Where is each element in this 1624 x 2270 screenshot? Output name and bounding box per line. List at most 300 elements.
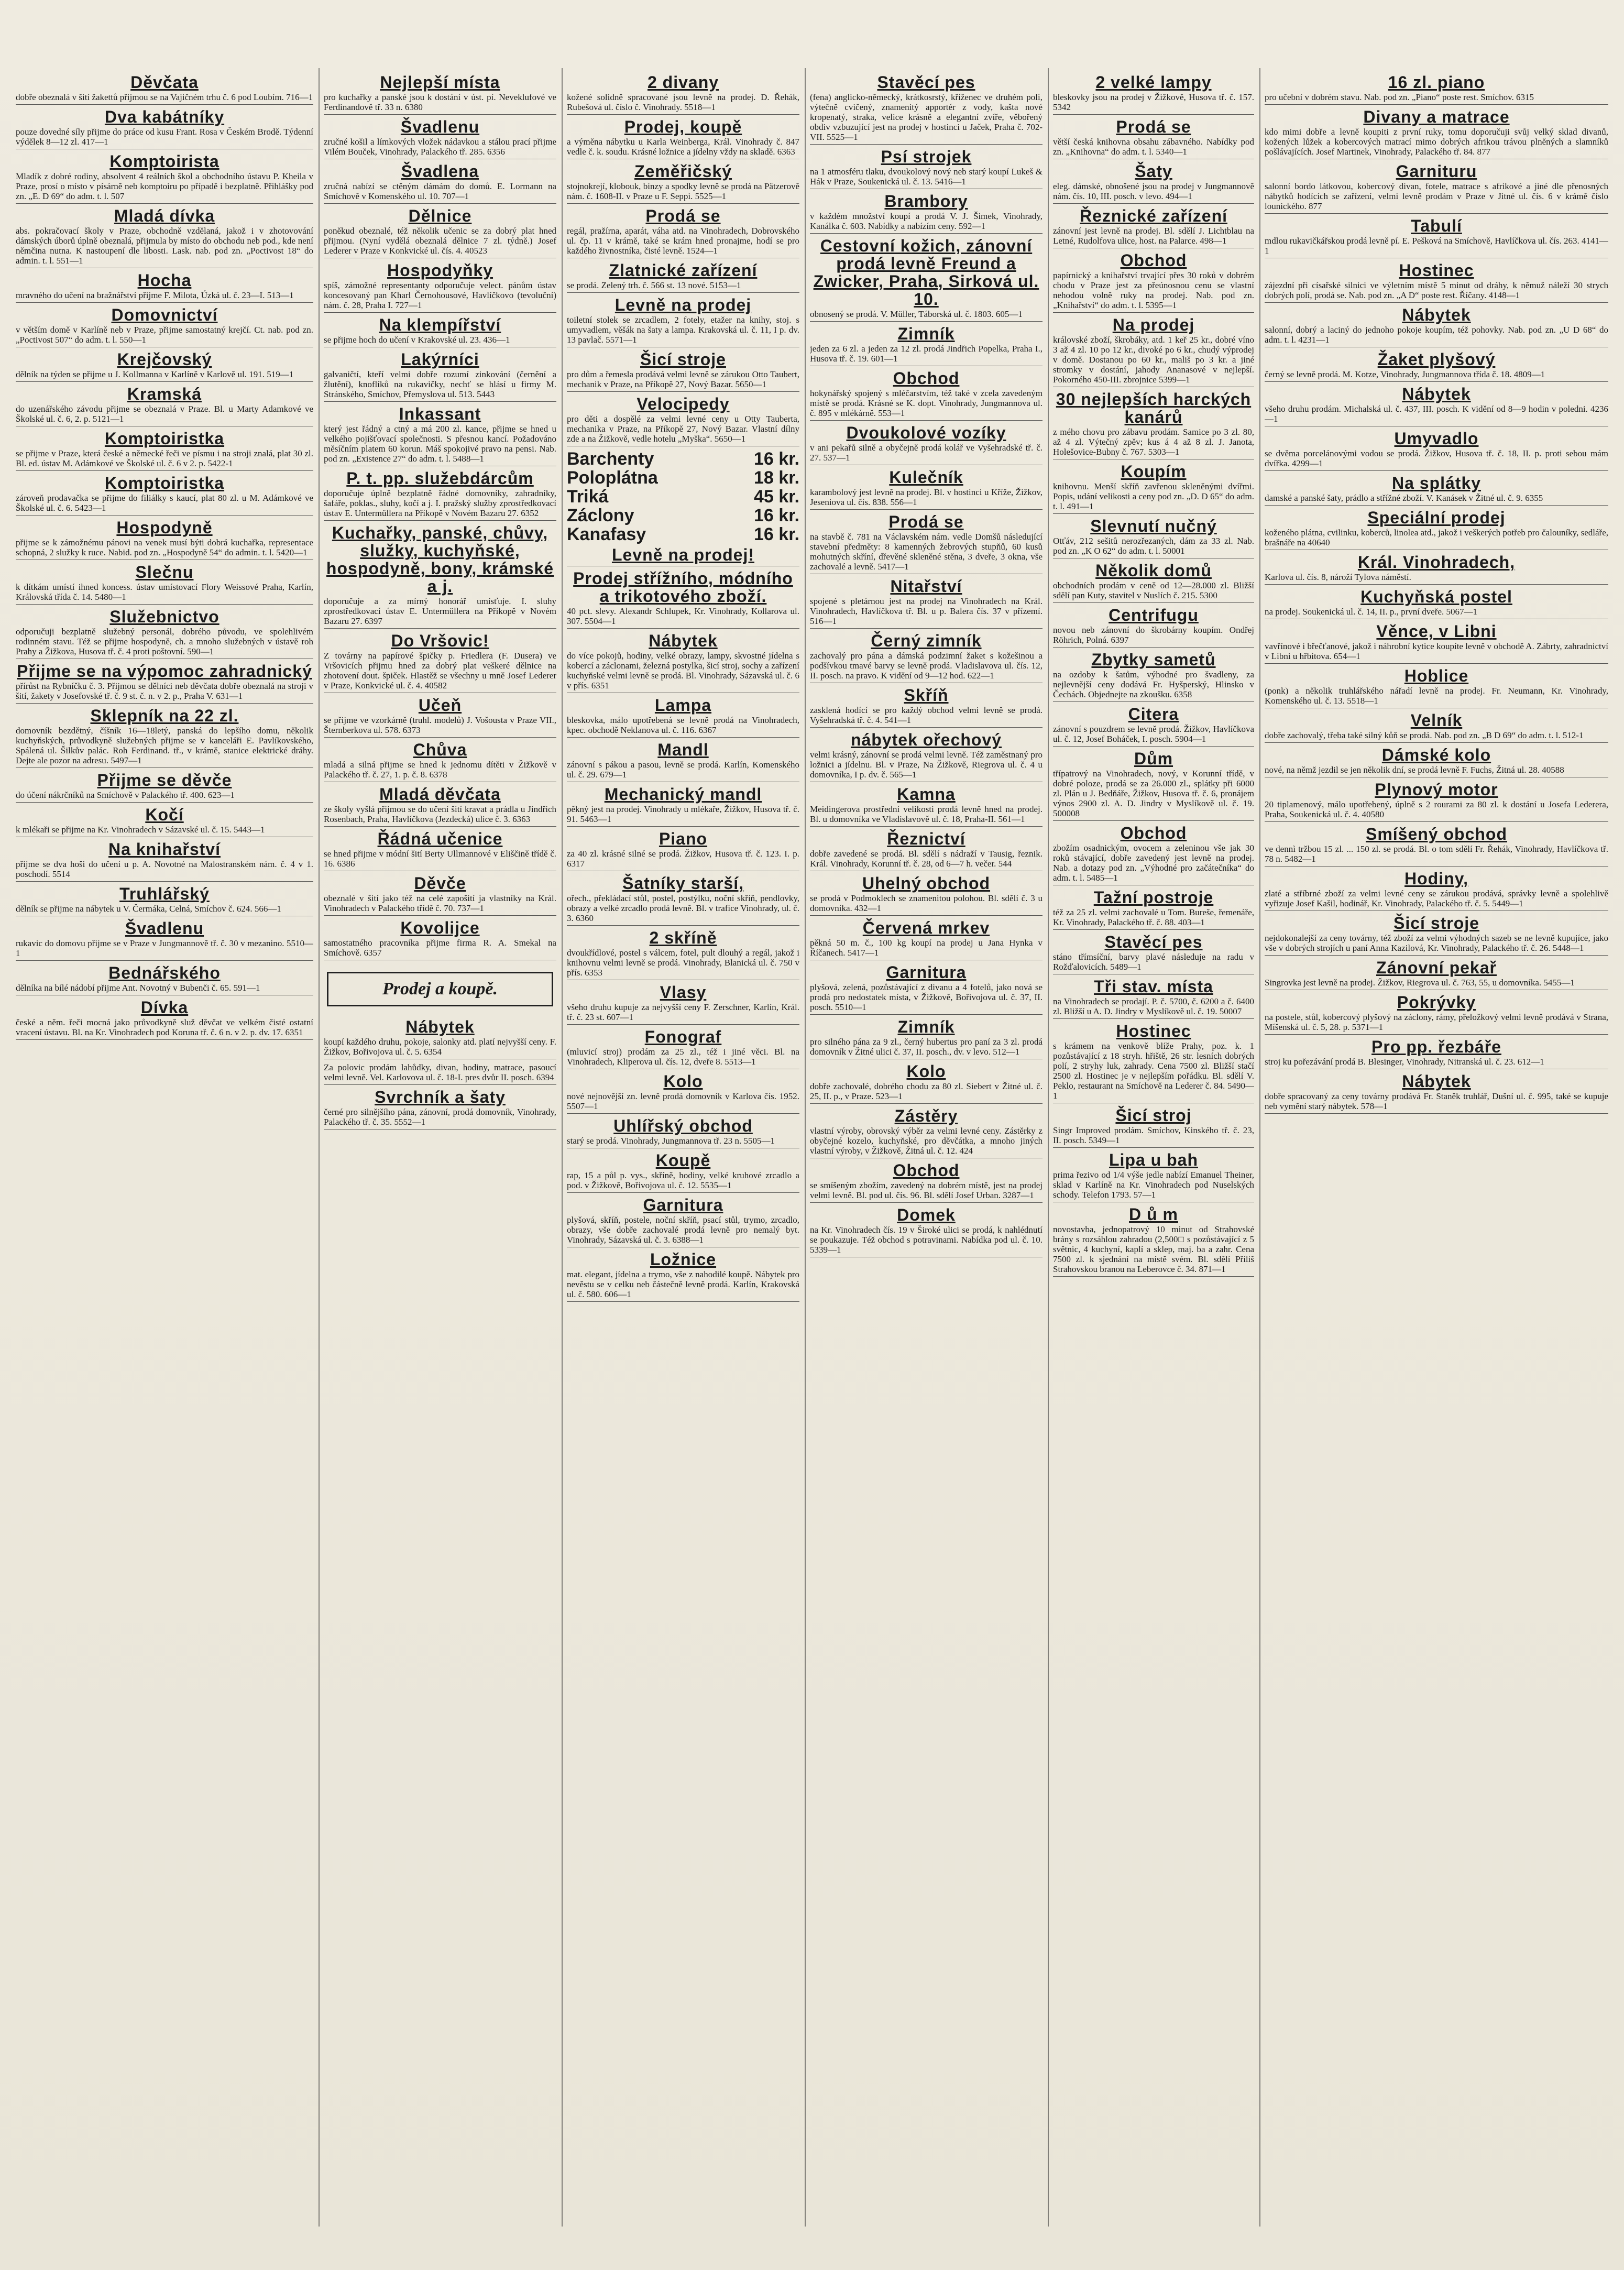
ad-separator [1265,381,1608,382]
ad-heading: Lakýrníci [401,350,479,369]
ad-text: vlastní výroby, obrovský výběr za velmi levné ceny. Zástěrky z obyčejné kozelo, kuchyňské, pro děvčátka, a mnoho jiných vlastní výroby, v Žižkově, Žitná ul. č. 12. 424 [810,1126,1043,1156]
ad-separator [16,802,313,803]
ad-separator [810,727,1043,728]
ad-text: plyšová, zelená, pozůstávající z divanu a 4 fotelů, jako nová se prodá pro nedostatek místa, v Žižkově, Bořivojova ul. č. 37, II. posch. 5510—1 [810,982,1043,1012]
ad-text: se přijme v Praze, která české a německé řeči ve písmu i na stroji znalá, plat 30 zl. Bl. ed. ústav M. Adámkové ve Školské ul. č. 6 v 2. p. 5422-1 [16,448,313,468]
classified-ad [1265,385,1608,426]
classified-ad [324,405,556,466]
classifieds-column-3 [567,73,799,2221]
classified-ad [567,929,799,980]
classified-ad [324,73,556,115]
ad-text: s krámem na venkově blíže Prahy, poz. k. 1 pozůstávající z 18 stryh. hřiště, 26 str. lesních dobrých polí, 2 stryhy luk, zahrady. Cena 7500 zl. Bližší stačí 2500 zl. Hostinec je v nejlepším pořádku. Bl. sdělí V. Peklo, restaurant na Smíchově na Lederer č. 84. 5490—1 [1053,1041,1254,1101]
ad-heading: Psí strojek [881,147,972,166]
ad-text: se přijme ve vzorkárně (truhl. modelů) J. Vošousta v Praze VII., Šternberkova ul. 578. 6373 [324,715,556,735]
classified-ad [324,1018,556,1059]
ad-heading: Dům [1134,749,1173,768]
ad-heading: Hostinec [1399,261,1474,280]
ad-text: zánovní s pouzdrem se levně prodá. Žižkov, Havlíčkova ul. č. 12, Josef Boháček, I. posch. 5904—1 [1053,724,1254,744]
ad-separator [1265,104,1608,105]
classified-ad [16,563,313,605]
price-label: Záclony [567,506,634,525]
ad-separator [1053,312,1254,313]
ad-heading: Tažní postroje [1093,888,1214,907]
ad-heading: Ložnice [650,1250,717,1269]
ad-text: dělníka na bílé nádobí přijme Ant. Novotný v Bubenči č. 65. 591—1 [16,983,260,993]
ad-separator [567,1113,799,1114]
classified-ad [324,741,556,782]
classified-ad [1265,553,1608,585]
ad-text: zájezdní při císařské silnici ve výletním místě 5 minut od dráhy, k němuž náleží 30 strych dobrých polí, prodá se. Nab. pod zn. „A D“ poste rest. Říčany. 4148—1 [1265,280,1608,300]
classified-ad [810,468,1043,510]
classified-ad [16,919,313,961]
ad-heading: Přijme se na výpomoc zahradnický [17,662,312,681]
ad-separator [16,515,313,516]
ad-text: (mluvicí stroj) prodám za 25 zl., též i jiné věci. Bl. na Vinohradech, Kliperova ul. čís. 12, dveře 8. 5513—1 [567,1047,799,1067]
classified-ad [567,1196,799,1247]
ad-separator [810,509,1043,510]
classified-ad [1053,1151,1254,1202]
classified-ad [324,316,556,347]
ad-text: a výměna nábytku u Karla Weinberga, Král. Vinohrady č. 847 vedle č. k. soudu. Krásné ložnice a jídelny vždy na skladě. 6363 [567,137,799,157]
ad-separator [1265,821,1608,822]
section-banner: Prodej a koupě. [327,972,553,1006]
price-row [567,449,799,468]
ad-text: prima řezivo od 1/4 výše jedle nabízí Emanuel Theiner, sklad v Karlíně na Kr. Vinohradech pod Nuselských schody. Telefon 1793. 57—1 [1053,1170,1254,1200]
ad-text: na prodej. Soukenická ul. č. 14, II. p., první dveře. 5067—1 [1265,607,1478,617]
ad-separator [16,381,313,382]
ad-heading: Lampa [654,696,712,715]
ad-separator [567,1024,799,1025]
ad-text: Otťáv, 212 sešitů nerozřezaných, dám za 33 zl. Nab. pod zn. „K O 62“ do adm. t. l. 50001 [1053,536,1254,556]
ad-heading: Nábytek [405,1017,475,1036]
ad-heading: Citera [1128,705,1179,723]
ad-heading: Umyvadlo [1394,429,1479,448]
ad-heading: D ů m [1129,1205,1178,1224]
ad-text: Singrovka jest levně na prodej. Žižkov, Riegrova ul. č. 763, 55, u domovníka. 5455—1 [1265,978,1575,988]
ad-separator [567,826,799,827]
ad-text: dvoukřídlové, postel s válcem, fotel, pult dlouhý a regál, jakož i knihovnu velmi levně se prodá. Vinohrady, Blanická ul. č. 750 v přís. 6353 [567,948,799,978]
ad-text: na Vinohradech se prodají. P. č. 5700, č. 6200 a č. 6400 zl. Bližší u A. D. Jindry v Myslíkově ul. č. 19. 50007 [1053,996,1254,1016]
classified-ad [567,983,799,1025]
ad-heading: Hospodyňky [387,261,493,280]
classified-ad [16,350,313,382]
classified-ad [1265,430,1608,471]
ad-heading: Do Vršovic! [391,631,489,650]
classified-ad [324,632,556,693]
classified-ad [567,741,799,782]
ad-heading: nábytek ořechový [850,730,1002,749]
ad-separator [810,144,1043,145]
classified-ad [324,162,556,204]
ad-heading: Zeměřičský [634,162,732,181]
classified-ad [810,148,1043,189]
classified-ad [1265,1072,1608,1114]
ad-heading: Cestovní kožich, zánovní prodá levně Freund a Zwicker, Praha, Sirková ul. 10. [813,236,1039,309]
ad-text: mdlou rukavičkářskou prodá levně pí. E. Pešková na Smíchově, Havlíčkova ul. čís. 263. 4141—1 [1265,236,1608,256]
price-label: Barchenty [567,449,654,469]
ad-heading: Švadlenu [400,117,480,136]
ad-separator [324,1084,556,1085]
ad-text: samostatného pracovníka přijme firma R. A. Smekal na Smíchově. 6357 [324,938,556,958]
ad-heading: Děvčata [130,73,199,92]
classified-ad [324,919,556,960]
classified-ad [1265,959,1608,990]
ad-heading: Prodej střížního, módního a trikotového zboží. [573,569,793,606]
ad-text: se prodá. Zelený trh. č. 566 st. 13 nové. 5153—1 [567,280,741,290]
ad-heading: Hospodyně [116,518,213,537]
classified-ad [1053,316,1254,387]
ad-heading: Mandl [657,740,709,759]
ad-separator [324,915,556,916]
classified-ad [324,350,556,402]
ad-separator [324,312,556,313]
ad-heading: Nábytek [1402,305,1471,324]
ad-text: černé pro silnějšího pána, zánovní, prodá domovník, Vinohrady, Palackého tř. č. 35. 5552—1 [324,1107,556,1127]
classified-ad [567,874,799,926]
classified-ad [567,1028,799,1069]
ad-heading: Garnitura [643,1196,723,1214]
classified-ad [16,306,313,347]
ad-heading: Děvče [414,874,466,893]
classified-ad [16,73,313,105]
ad-text: obnosený se prodá. V. Müller, Táborská ul. č. 1803. 605—1 [810,309,1023,319]
ad-text: z mého chovu pro zábavu prodám. Samice po 3 zl. 80, až 4 zl. Výtečný zpěv; kus á 4 až 8 zl. J. Janota, Holešovice-Bubny č. 767. 5303—1 [1053,427,1254,457]
ad-text: pouze dovedné síly přijme do práce od kusu Frant. Rosa v Českém Brodě. Týdenní výdělek 8—12 zl. 417—1 [16,127,313,147]
ad-separator [1053,701,1254,702]
classified-ad [810,1018,1043,1059]
classified-ad [1265,993,1608,1035]
ad-heading: Obchod [1120,251,1187,270]
ad-text: novou neb zánovní do škrobárny koupím. Ondřej Röhrich, Polná. 6397 [1053,625,1254,645]
ad-heading: Lipa u bah [1109,1150,1198,1169]
ad-heading: Hoblice [1404,666,1469,685]
classified-ad [1265,588,1608,619]
classified-ad [1053,750,1254,821]
ad-heading: Smíšený obchod [1365,825,1508,843]
classified-ad [1053,1106,1254,1148]
ad-heading: Šicí stroje [640,350,726,369]
ad-text: zasklená hodící se pro každý obchod velmi levně se prodá. Vyšehradská tř. č. 4. 541—1 [810,705,1043,725]
ad-heading: Obchod [893,1161,960,1180]
ad-separator [1265,470,1608,471]
classified-ad [16,108,313,149]
ad-heading: Kolo [906,1062,946,1081]
ad-heading: Piano [659,829,708,848]
ad-separator [1053,602,1254,603]
ad-separator [16,203,313,204]
classified-ad [1265,711,1608,743]
ad-heading: Šatníky starší, [622,874,744,893]
price-value: 16 kr. [754,524,799,544]
classified-ad [324,1062,556,1085]
ad-text: obchodních prodám v ceně od 12—28.000 zl. Bližší sdělí pan Kuty, stavitel v Nuslích č. 215. 5300 [1053,580,1254,600]
ad-heading: Dva kabátníky [104,107,225,126]
ad-text: nové, na němž jezdil se jen několik dní, se prodá levně F. Fuchs, Žitná ul. 28. 40588 [1265,765,1564,775]
ad-heading: Pro pp. řezbáře [1371,1037,1501,1056]
classified-ad [1053,1022,1254,1103]
classified-ad [1053,463,1254,514]
ad-text: v větším domě v Karlíně neb v Praze, přijme samostatný krejčí. Ct. nab. pod zn. „Poctivost 507“ do adm. t. l. 550—1 [16,325,313,345]
ad-separator [324,826,556,827]
ad-separator [810,915,1043,916]
classified-ad [16,519,313,560]
ad-heading: Speciální prodej [1367,508,1506,527]
ad-separator [810,1202,1043,1203]
classified-ad [1265,261,1608,303]
ad-text: (ponk) a několik truhlářského nářadí levně na prodej. Fr. Neumann, Kr. Vinohrady, Komenského ul. č. 13. 5518—1 [1265,686,1608,706]
ad-heading: Garnituru [1396,162,1477,181]
ad-heading: Kramská [127,385,202,403]
ad-text: mladá a silná přijme se hned k jednomu dítěti v Žižkově v Palackého tř. č. 27, 1. p. č. 8. 6378 [324,760,556,780]
ad-text: doporučuje úplně bezplatně řádné domovníky, zahradníky, šafáře, poklas., sluhy, kočí a j. I. pražský služby zprostředkovací ústav E. Untermüllera na Příkopě v Novém Bazaru 27. 6352 [324,488,556,518]
ad-text: nové nejnovější zn. levně prodá domovník v Karlova čís. 1952. 5507—1 [567,1091,799,1111]
classified-ad [1265,108,1608,159]
classified-ad [16,662,313,704]
ad-separator [16,604,313,605]
ad-heading: Prodá se [1116,117,1191,136]
ad-text: 20 tiplamenový, málo upotřebený, úplně s 2 rourami za 80 zl. k dostání u Josefa Lederera, Praha, Soukenická ul. č. 4. 40580 [1265,799,1608,819]
ad-heading: Kuchyňská postel [1360,587,1512,606]
ad-text: starý se prodá. Vinohrady, Jungmannova tř. 23 n. 5505—1 [567,1136,775,1146]
ad-separator [810,1014,1043,1015]
ad-text: do více pokojů, hodiny, velké obrazy, lampy, skvostné jídelna s kobercí a záclonami, železná postylka, šicí stroj, sochy a zařízení kuchyňské velmi levně se prodá. Bl. Vinohrady, Sázavská ul. č. 6 v přís. 6351 [567,651,799,690]
ad-text: doporučuje a za mírný honorář umísťuje. I. sluhy zprostředkovací ústav E. Untermüllera na Příkopě v Novém Bazaru 27. 6397 [324,596,556,626]
classified-ad [1265,509,1608,550]
ad-heading: Stavěcí pes [1104,933,1203,951]
classified-ad [1265,474,1608,506]
price-label: Kanafasy [567,524,646,544]
classified-ad [567,830,799,871]
ad-text: dobře zavedené se prodá. Bl. sdělí s nádraží v Tausig, řeznik. Král. Vinohrady, Korunní tř. č. 28, od 6—7 h. večer. 544 [810,849,1043,869]
ad-text: koženého plátna, cvilinku, koberců, linolea atd., jakož i veškerých potřeb pro čalouníky, sedláře, brašnáře na 40640 [1265,528,1608,547]
classified-ad [1053,978,1254,1019]
ad-separator [16,104,313,105]
ad-text: v každém množství koupí a prodá V. J. Šimek, Vinohrady, Kanálka č. 603. Nabídky a nabízím ceny. 592—1 [810,211,1043,231]
classified-ad [810,1161,1043,1203]
ad-heading: Řádná učenice [377,829,503,848]
ad-separator [16,703,313,704]
ad-heading: Mechanický mandl [604,785,762,804]
column-divider [319,68,320,2227]
classified-ad [16,964,313,995]
ad-heading: Červená mrkev [862,918,990,937]
classified-ad [1265,217,1608,258]
ad-heading: Inkassant [399,404,481,423]
ad-heading: Šaty [1135,162,1172,181]
ad-separator [324,737,556,738]
classified-ad [810,325,1043,366]
ad-heading: Mladá dívka [114,206,215,225]
ad-heading: Na knihařství [108,840,221,859]
ad-separator [1053,1018,1254,1019]
ad-text: pěkná 50 m. č., 100 kg koupí na prodej u Jana Hynka v Říčanech. 5417—1 [810,938,1043,958]
ad-separator [567,391,799,392]
ad-separator [1053,746,1254,747]
ad-text: zlaté a stříbrné zboží za velmi levné ceny se zárukou prodává, správky levně a spolehlivě vyřizuje Josef Kašil, hodinář, Kr. Vinohrady, Palackého tř. č. 5. 5449—1 [1265,889,1608,908]
ad-text: pro dům a řemesla prodává velmi levně se zárukou Otto Taubert, mechanik v Praze, na Příkopě 27, Nový Bazar. 5650—1 [567,369,799,389]
ad-separator [1053,114,1254,115]
ad-text: pro kuchařky a panské jsou k dostání v úst. pí. Neveklufové ve Ferdinandově tř. 33 n. 6380 [324,92,556,112]
ad-text: k dítkám umístí ihned koncess. ústav umístovací Flory Weissové Praha, Karlín, Královská třída č. 14. 5480—1 [16,582,313,602]
classified-ad [1053,118,1254,159]
price-label: Poloplátna [567,468,658,488]
ad-heading: Šicí stroj [1115,1106,1192,1125]
ad-separator [1265,742,1608,743]
ad-text: zánovní jest levně na prodej. Bl. sdělí J. Lichtblau na Letné, Rudolfova ulice, host. na Palarce. 498—1 [1053,226,1254,246]
ad-text: plyšová, skříň, postele, noční skříň, psací stůl, trymo, zrcadlo, obrazy, vše dobře zachovalé prodá levně pro nemalý byt. Vinohrady, Sázavská ul. č. 3. 6388—1 [567,1215,799,1245]
ad-text: zručné košil a límkových vložek nádavkou a stálou prací přijme Vilém Bouček, Vinohrady, Palackého tř. 285. 6356 [324,137,556,157]
classified-ad [567,546,799,566]
column-divider [1048,68,1049,2227]
ad-text: odporučuji bezplatně služebný personál, dobrého původu, ve spolehlivém rodinném stavu. Též se přijme hospodyně, ch. a mnoho služebných v ústavě roh Prahy a Žižkova, Husova tř. č. 4 proti poštovní. 590—1 [16,627,313,656]
ad-heading: Brambory [884,192,968,211]
ad-heading: Plynový motor [1375,780,1498,799]
ad-text: pro děti a dospělé za velmi levné ceny u Otty Tauberta, mechanika v Praze, na Příkopě 27, Nový Bazar. Vlastní dílny zde a na Žižkově, vedle hotelu „Myška“. 5650—1 [567,414,799,444]
ad-separator [324,401,556,402]
classified-ad [16,999,313,1040]
ad-heading: Koupě [655,1151,711,1170]
ad-heading: Černý zimník [871,631,982,650]
ad-text: dobře zachovalé, dobrého chodu za 80 zl. Siebert v Žitné ul. č. 25, II. p., v Praze. 523—1 [810,1081,1043,1101]
ad-heading: Řeznické zařízení [1080,206,1227,225]
classified-ad [1053,705,1254,747]
ad-text: Mladík z dobré rodiny, absolvent 4 reálních škol a obchodního ústavu P. Kheila v Praze, prosí o místo v písárně neb komptoiru po případě i bezplatně. Přihlášky pod zn. „E. D 69“ do adm. t. l. 507 [16,171,313,201]
classified-ad [16,207,313,268]
ad-text: spojené s pletárnou jest na prodej na Vinohradech na Král. Vinohradech, Havlíčkova tř. Bl. u p. Balera čís. 37 v přízemí. 516—1 [810,596,1043,626]
classified-ad [1053,606,1254,648]
ad-text: všeho druhu kupuje za nejvyšší ceny F. Zerschner, Karlín, Král. tř. č. 23 st. 607—1 [567,1002,799,1022]
ad-heading: Několik domů [1095,561,1212,580]
price-row [567,487,799,506]
column-divider [805,68,806,2227]
ad-text: jeden za 6 zl. a jeden za 12 zl. prodá Jindřich Popelka, Praha I., Husova tř. č. 19. 601—1 [810,344,1043,364]
ad-text: Z továrny na papírové špičky p. Friedlera (F. Dusera) ve Vršovicích přijmu hned za dobrý plat veškeré dělnice na zhotovení dout. špiček. Hlastěž se všechny u mně Josef Lederer v Praze, Konkvické ul. č. 4. 40582 [324,651,556,690]
ad-text: papírnický a knihařství trvající přes 30 roků v dobrém chodu v Praze jest za přeúnosnou cenu se vlastní nehodou volně ruky na prodej. Nab. pod zn. „Knihařství“ do adm. t. l. 5395—1 [1053,270,1254,310]
ad-text: karambolový jest levně na prodej. Bl. v hostinci u Kříže, Žižkov, Jeseniova ul. čís. 838. 556—1 [810,487,1043,507]
ad-text: zánovní s pákou a pasou, levně se prodá. Karlín, Komenského ul. č. 29. 679—1 [567,760,799,780]
ad-heading: Svrchník a šaty [375,1088,506,1106]
ad-separator [1053,1276,1254,1277]
ad-text: na stavbě č. 781 na Václavském nám. vedle Domšů následující stavební předměty: 8 kamenných žebrových stupňů, 60 kusů mohutných skříní, dřevěné skleněné stěna, 3 dveře, 3 okna, vše zachovalé a levně. 5417—1 [810,532,1043,572]
ad-text: třípatrový na Vinohradech, nový, v Korunní třídě, v dobré poloze, prodá se za 26.000 zl., splátky při 6000 zl. Plán u J. Bedňáře, Žižkov, Husova tř. č. 6, pronájem výnos 2900 zl. A. D. Jindry v Myslíkově ul. č. 19. 500008 [1053,769,1254,818]
ad-text: zároveň prodavačka se přijme do filiálky s kaucí, plat 80 zl. u M. Adámkové ve Školské ul. č. 6. 5423—1 [16,493,313,513]
ad-heading: Dvoukolové vozíky [846,423,1006,442]
classified-ad [810,577,1043,629]
ad-heading: 30 nejlepších harckých kanárů [1056,390,1252,426]
ad-text: k mlékaři se přijme na Kr. Vinohradech v Sázavské ul. č. 15. 5443—1 [16,825,265,835]
ad-separator [16,470,313,471]
ad-heading: Král. Vinohradech, [1357,553,1516,572]
ad-text: dělník na týden se přijme u J. Kollmanna v Karlíně v Karlově ul. 191. 519—1 [16,369,294,379]
ad-text: damské a panské šaty, prádlo a střížné zboží. V. Kanásek v Žitné ul. č. 9. 6355 [1265,493,1543,503]
ad-heading: Nábytek [649,631,718,650]
classifieds-column-2 [324,73,556,2221]
ad-separator [567,737,799,738]
ad-heading: Švadlenu [125,919,204,938]
classified-ad [16,430,313,471]
ad-text: české a něm. řeči mocná jako průvodkyně služ děvčat ve velkém čisté ostatní vracení ústavu. Bl. na Kr. Vinohradech pod Koruna tř. č. 6 n. v 2. p. dv. 17. 6351 [16,1017,313,1037]
ad-separator [810,233,1043,234]
ad-text: abs. pokračovací školy v Praze, obchodně vzdělaná, jakož i v zhotovování dámských úborů úplně obeznalá, přijmula by místo do obchodu neb pod., kde není němčina nutna. K nastoupení dle libosti. Lask. nab. pod zn. „Poctivost 18“ do admin. t. l. 551—1 [16,226,313,266]
classified-ad [810,1206,1043,1257]
ad-heading: Zástěry [894,1106,958,1125]
classified-ad [1265,781,1608,822]
classified-ad [567,350,799,392]
ad-heading: Domek [897,1205,956,1224]
classified-ad [567,118,799,159]
ad-heading: Fonograf [644,1027,722,1046]
ad-separator [1265,1113,1608,1114]
ad-text: pro učební v dobrém stavu. Nab. pod zn. „Piano“ poste rest. Smíchov. 6315 [1265,92,1534,102]
classified-ad [1265,622,1608,664]
classified-ad [324,785,556,827]
ad-text: domovník bezdětný, číšník 16—18letý, panská do lepšího domu, několik kuchyňských, průvodkyně služebných přijme se v kanceláři E. Pavlíkovského, Spálená ul. Šilkův palác. Roh Ferdinand. tř., v krámě, stanice elektrické dráhy. Dejte ale pozor na adresu. 5497—1 [16,726,313,765]
ad-text: větší česká knihovna obsahu zábavného. Nabídky pod zn. „Knihovna“ do adm. t. l. 5340—1 [1053,137,1254,157]
ad-heading: Na splátky [1391,474,1482,492]
ad-text: nejdokonalejší za ceny továrny, též zboží za velmi výhodných sazeb se ne levně kupujíce, jako vše v dobrých strojích u paní Anna Kazilová, Kr. Vinohrady, Palackého tř. č. 26. 5448—1 [1265,933,1608,953]
classified-ad [16,840,313,882]
ad-text: se přijme hoch do učení v Krakovské ul. 23. 436—1 [324,335,510,345]
ad-separator [16,302,313,303]
price-label: Triká [567,487,609,507]
ad-heading: Zbytky sametů [1091,650,1216,669]
ad-separator [810,321,1043,322]
ad-heading: Hocha [137,271,192,290]
ad-heading: 2 skříně [649,928,717,947]
price-list [567,449,799,544]
ad-text: regál, pražírna, aparát, váha atd. na Vinohradech, Dobrovského ul. čp. 11 v krámě, také se krám hned pronajme, hodí se pro každého živnostníka, čisté levně. 1524—1 [567,226,799,256]
ad-text: pěkný jest na prodej. Vinohrady u mlékaře, Žižkov, Husova tř. č. 91. 5463—1 [567,804,799,824]
ad-text: mat. elegant, jídelna a trymo, vše z nahodilé koupě. Nábytek pro nevěstu se v celku neb částečně levně prodá. Karlín, Krakovská ul. č. 580. 606—1 [567,1269,799,1299]
ad-text: knihovnu. Menší skříň zavřenou skleněnými dvířmi. Popis, udání velikosti a ceny pod zn. „D. D 65“ do adm. t. l. 491—1 [1053,481,1254,511]
ad-separator [810,826,1043,827]
ad-text: ve dennì tržbou 15 zl. ... 150 zl. se prodá. Bl. o tom sdělí Fr. Řehák, Vinohrady, Havlíčkova tř. 78 n. 5482—1 [1265,844,1608,864]
classified-ad [567,1152,799,1193]
classified-ad [567,1251,799,1302]
ad-heading: Kamna [897,785,956,804]
ad-text: galvaničtí, kteří velmi dobře rozumí zinkování (černění a žlutění), knoflíků na rukavičky, nechť se hlásí u firmy M. Stránského, Smíchov, Přemyslova ul. 513. 5443 [324,369,556,399]
ad-text: stáno třímsíční, barvy plavé následuje na radu v Rožďalovicích. 5489—1 [1053,952,1254,972]
ad-heading: Tabulí [1411,216,1462,235]
ad-heading: Slevnutí nučný [1090,517,1217,535]
classified-ad [324,1088,556,1129]
classified-ad [16,885,313,916]
ad-heading: Komptoirista [109,152,220,171]
ad-heading: Komptoiristka [104,474,225,492]
classified-ad [324,118,556,159]
classified-ad [1265,1038,1608,1069]
ad-heading: Kolo [663,1072,703,1091]
classified-ad [1053,517,1254,558]
ad-text: na postele, stůl, kobercový plyšový na záclony, rámy, přeložkový velmi levně prodává v Strana, Míšenská ul. č. 5, 28. p. 5371—1 [1265,1012,1608,1032]
classified-ad [1265,825,1608,867]
classified-ad [1265,306,1608,347]
price-value: 18 kr. [754,468,799,488]
ad-heading: Levně na prodej [615,295,752,314]
classified-ad [1053,562,1254,603]
ad-heading: Levně na prodej! [611,545,755,564]
ad-heading: Hodiny, [1404,869,1468,888]
ad-separator [324,520,556,521]
ad-heading: Dělnice [408,206,472,225]
classified-ad [324,830,556,871]
classified-ad [810,963,1043,1015]
ad-heading: Nábytek [1402,385,1471,403]
classified-ad [810,1107,1043,1158]
classifieds-column-4 [810,73,1043,2221]
classified-ad [567,207,799,258]
ad-heading: Prodej, koupě [624,117,742,136]
